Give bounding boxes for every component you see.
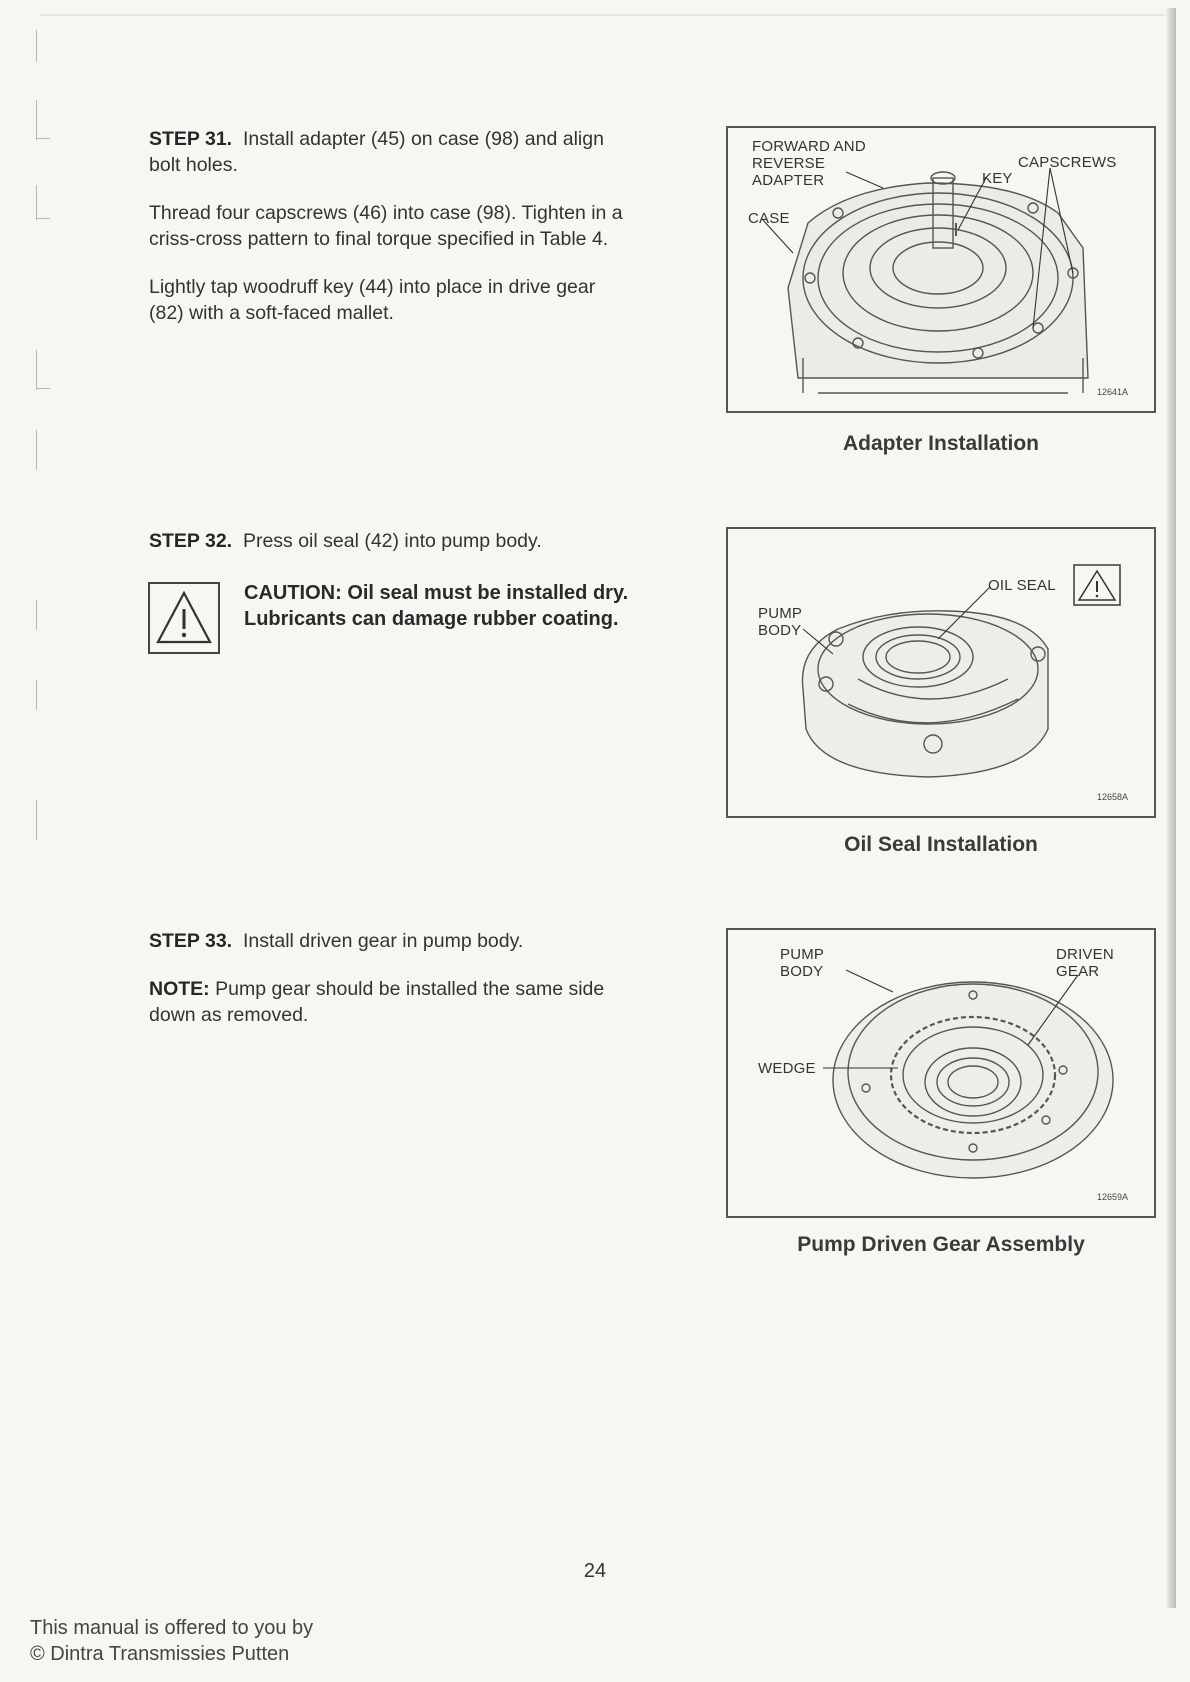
label-case: CASE xyxy=(748,210,790,227)
page-top-edge xyxy=(40,14,1165,16)
step-31-paragraph-1 xyxy=(149,126,629,178)
figure-3-code: 12659A xyxy=(1096,1192,1128,1202)
caution-warning-icon xyxy=(148,582,220,654)
step-32-text-1: Press oil seal (42) into pump body. xyxy=(242,530,542,552)
step-32-block xyxy=(149,528,629,576)
oil-seal-illustration xyxy=(728,529,1154,816)
step-32-paragraph-1 xyxy=(149,528,629,554)
caution-text: CAUTION: Oil seal must be installed dry. Lubricants can damage rubber coating. xyxy=(244,582,629,630)
footer-credit xyxy=(30,1615,313,1667)
step-32-label: STEP 32. xyxy=(149,530,233,552)
figure-adapter-installation xyxy=(726,126,1156,413)
figure-pump-driven-gear xyxy=(726,928,1156,1218)
step-31-text-1: Install adapter (45) on case (98) and align bolt holes. xyxy=(149,128,604,176)
figure-1-code: 12641A xyxy=(1096,387,1128,397)
step-31-label: STEP 31. xyxy=(149,128,233,150)
figure-oil-seal-installation xyxy=(726,527,1156,818)
step-33-paragraph-1 xyxy=(149,928,629,954)
label-forward-reverse-adapter: FORWARD AND REVERSE ADAPTER xyxy=(752,138,866,189)
page-binding-edge xyxy=(1166,8,1176,1608)
footer-line-1: This manual is offered to you by xyxy=(30,1617,314,1639)
figure-2-code: 12658A xyxy=(1096,792,1128,802)
step-33-text-1: Install driven gear in pump body. xyxy=(242,930,524,952)
step-31-block xyxy=(149,126,629,348)
step-33-label: STEP 33. xyxy=(149,930,233,952)
note-label: NOTE: xyxy=(149,978,210,1000)
label-driven-gear: DRIVEN GEAR xyxy=(1056,946,1114,980)
label-pump-body-2: PUMP BODY xyxy=(780,946,825,980)
page-number: 24 xyxy=(583,1560,607,1582)
step-31-paragraph-3 xyxy=(149,274,629,326)
caption-pump-driven-gear: Pump Driven Gear Assembly xyxy=(797,1233,1085,1256)
step-33-note xyxy=(149,976,629,1028)
label-oil-seal: OIL SEAL xyxy=(988,577,1056,594)
caption-oil-seal-installation: Oil Seal Installation xyxy=(844,833,1038,856)
label-wedge: WEDGE xyxy=(758,1060,816,1077)
step-31-text-2: Thread four capscrews (46) into case (98). Tighten in a criss-cross pattern to final torque specified in Table 4. xyxy=(149,202,623,250)
label-capscrews: CAPSCREWS xyxy=(1018,154,1117,171)
step-31-text-3: Lightly tap woodruff key (44) into place in drive gear (82) with a soft-faced mallet. xyxy=(149,276,596,324)
label-key: KEY xyxy=(982,170,1013,187)
note-text: Pump gear should be installed the same side down as removed. xyxy=(149,978,605,1026)
step-31-paragraph-2 xyxy=(149,200,629,252)
step-33-block xyxy=(149,928,629,1050)
footer-line-2: © Dintra Transmissies Putten xyxy=(30,1643,290,1665)
caption-adapter-installation: Adapter Installation xyxy=(842,432,1040,455)
label-pump-body: PUMP BODY xyxy=(758,605,803,639)
